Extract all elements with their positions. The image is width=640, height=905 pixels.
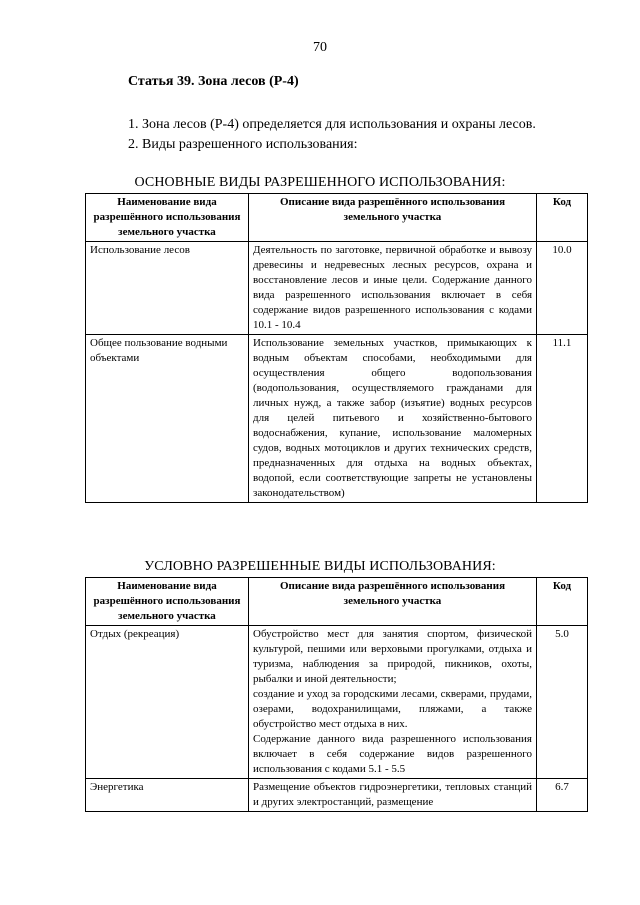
column-header-code: Код xyxy=(537,578,588,626)
main-uses-table xyxy=(85,193,588,503)
use-code-cell: 11.1 xyxy=(537,335,588,503)
description-line: создание и уход за городскими лесами, скверами, прудами, озерами, водохранилищами, пляжами, а также обустройство мест отдыха в них. xyxy=(253,688,532,730)
table-row xyxy=(86,626,588,779)
use-code-cell: 5.0 xyxy=(537,626,588,779)
use-code-cell: 6.7 xyxy=(537,779,588,812)
table-header-row xyxy=(86,578,588,626)
column-header-code: Код xyxy=(537,194,588,242)
use-name-cell: Энергетика xyxy=(86,779,249,812)
column-header-name: Наименование вида разрешённого использования земельного участка xyxy=(86,578,249,626)
table-row xyxy=(86,242,588,335)
use-description-cell: Использование земельных участков, примыкающих к водным объектам способами, необходимыми для осуществления общего водопользования (водопользования, осуществляемого гражданами для личных нужд, а также забор (изъятие) водных ресурсов для целей питьевого и хозяйственно-бытового водоснабжения, купание, использование маломерных судов, водных мотоциклов и других технических средств, предназначенных для отдыха на водных объектах, водопой, если соответствующие запреты не установлены законодательством) xyxy=(249,335,537,503)
use-name-cell: Общее пользование водными объектами xyxy=(86,335,249,503)
description-line: Обустройство мест для занятия спортом, физической культурой, пешими или верховыми прогулками, отдыха и туризма, наблюдения за природой, пикников, охоты, рыбалки и иной деятельности; xyxy=(253,628,532,685)
use-description-cell: Размещение объектов гидроэнергетики, тепловых станций и других электростанций, размещение xyxy=(249,779,537,812)
column-header-description: Описание вида разрешённого использования земельного участка xyxy=(249,578,537,626)
use-description-cell: Деятельность по заготовке, первичной обработке и вывозу древесины и недревесных лесных ресурсов, охрана и восстановление лесов и иные цели. Содержание данного вида разрешенного использования включает в себя содержание видов разрешенного использования с кодами 10.1 - 10.4 xyxy=(249,242,537,335)
table-row xyxy=(86,335,588,503)
table-header-row xyxy=(86,194,588,242)
description-line: Содержание данного вида разрешенного использования включает в себя содержание видов разрешенного использования с кодами 5.1 - 5.5 xyxy=(253,733,532,775)
use-name-cell: Отдых (рекреация) xyxy=(86,626,249,779)
paragraph-1: 1. Зона лесов (Р-4) определяется для использования и охраны лесов. xyxy=(128,117,536,132)
paragraph-2: 2. Виды разрешенного использования: xyxy=(128,137,358,152)
use-code-cell: 10.0 xyxy=(537,242,588,335)
conditional-uses-table xyxy=(85,577,588,812)
column-header-name: Наименование вида разрешённого использования земельного участка xyxy=(86,194,249,242)
conditional-uses-heading: УСЛОВНО РАЗРЕШЕННЫЕ ВИДЫ ИСПОЛЬЗОВАНИЯ: xyxy=(144,559,496,574)
page-number: 70 xyxy=(313,40,327,55)
use-description-cell xyxy=(249,626,537,779)
use-name-cell: Использование лесов xyxy=(86,242,249,335)
column-header-description: Описание вида разрешённого использования земельного участка xyxy=(249,194,537,242)
article-title: Статья 39. Зона лесов (Р-4) xyxy=(128,74,299,89)
table-row xyxy=(86,779,588,812)
main-uses-heading: ОСНОВНЫЕ ВИДЫ РАЗРЕШЕННОГО ИСПОЛЬЗОВАНИЯ: xyxy=(134,175,506,190)
